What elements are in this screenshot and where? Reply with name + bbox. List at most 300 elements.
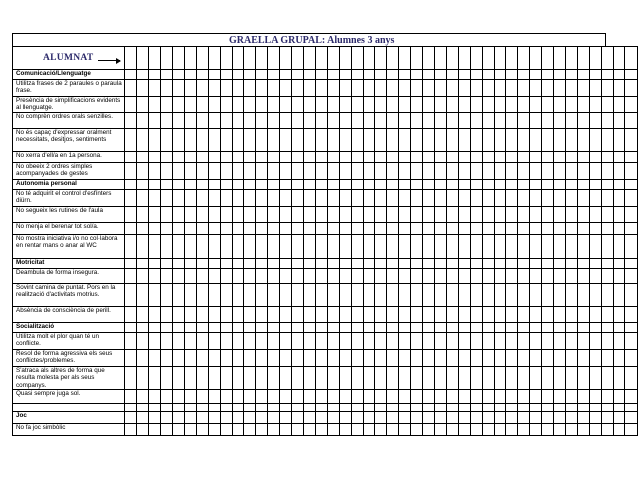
grid-cell[interactable] xyxy=(173,113,185,129)
grid-cell[interactable] xyxy=(577,323,589,333)
grid-cell[interactable] xyxy=(601,367,613,390)
grid-cell[interactable] xyxy=(458,269,470,284)
grid-cell[interactable] xyxy=(232,190,244,207)
grid-cell[interactable] xyxy=(411,163,423,180)
grid-cell[interactable] xyxy=(304,412,316,424)
grid-cell[interactable] xyxy=(256,129,268,152)
grid-cell[interactable] xyxy=(577,152,589,163)
grid-cell[interactable] xyxy=(149,412,161,424)
grid-cell[interactable] xyxy=(125,390,137,404)
grid-cell[interactable] xyxy=(530,97,542,113)
grid-cell[interactable] xyxy=(196,284,208,307)
grid-cell[interactable] xyxy=(339,284,351,307)
grid-cell[interactable] xyxy=(482,350,494,367)
grid-cell[interactable] xyxy=(125,284,137,307)
grid-cell[interactable] xyxy=(506,152,518,163)
grid-cell[interactable] xyxy=(434,97,446,113)
grid-cell[interactable] xyxy=(315,235,327,259)
grid-cell[interactable] xyxy=(137,333,149,350)
grid-cell[interactable] xyxy=(244,190,256,207)
grid-cell[interactable] xyxy=(256,190,268,207)
grid-cell[interactable] xyxy=(494,207,506,223)
grid-cell[interactable] xyxy=(125,163,137,180)
grid-cell[interactable] xyxy=(446,163,458,180)
grid-cell[interactable] xyxy=(589,180,601,190)
grid-cell[interactable] xyxy=(411,390,423,404)
grid-cell[interactable] xyxy=(458,284,470,307)
grid-cell[interactable] xyxy=(625,223,638,235)
grid-cell[interactable] xyxy=(423,180,435,190)
grid-cell[interactable] xyxy=(184,350,196,367)
grid-cell[interactable] xyxy=(387,307,399,323)
grid-cell[interactable] xyxy=(423,412,435,424)
grid-cell[interactable] xyxy=(363,190,375,207)
grid-cell[interactable] xyxy=(244,323,256,333)
grid-cell[interactable] xyxy=(125,259,137,269)
grid-cell[interactable] xyxy=(232,97,244,113)
grid-cell[interactable] xyxy=(375,367,387,390)
grid-cell[interactable] xyxy=(518,284,530,307)
student-column-header[interactable] xyxy=(315,47,327,70)
grid-cell[interactable] xyxy=(506,367,518,390)
grid-cell[interactable] xyxy=(613,235,625,259)
grid-cell[interactable] xyxy=(280,259,292,269)
grid-cell[interactable] xyxy=(518,180,530,190)
grid-cell[interactable] xyxy=(149,190,161,207)
grid-cell[interactable] xyxy=(506,333,518,350)
grid-cell[interactable] xyxy=(280,350,292,367)
grid-cell[interactable] xyxy=(530,323,542,333)
grid-cell[interactable] xyxy=(232,323,244,333)
grid-cell[interactable] xyxy=(423,80,435,97)
grid-cell[interactable] xyxy=(292,390,304,404)
grid-cell[interactable] xyxy=(446,424,458,436)
grid-cell[interactable] xyxy=(387,269,399,284)
grid-cell[interactable] xyxy=(173,269,185,284)
grid-cell[interactable] xyxy=(494,390,506,404)
grid-cell[interactable] xyxy=(149,269,161,284)
grid-cell[interactable] xyxy=(399,70,411,80)
grid-cell[interactable] xyxy=(613,223,625,235)
grid-cell[interactable] xyxy=(125,404,137,412)
grid-cell[interactable] xyxy=(149,207,161,223)
grid-cell[interactable] xyxy=(220,70,232,80)
grid-cell[interactable] xyxy=(530,207,542,223)
grid-cell[interactable] xyxy=(625,259,638,269)
grid-cell[interactable] xyxy=(232,367,244,390)
student-column-header[interactable] xyxy=(411,47,423,70)
grid-cell[interactable] xyxy=(470,113,482,129)
grid-cell[interactable] xyxy=(542,129,554,152)
grid-cell[interactable] xyxy=(434,367,446,390)
grid-cell[interactable] xyxy=(351,70,363,80)
grid-cell[interactable] xyxy=(137,190,149,207)
grid-cell[interactable] xyxy=(458,424,470,436)
grid-cell[interactable] xyxy=(327,390,339,404)
grid-cell[interactable] xyxy=(554,207,566,223)
grid-cell[interactable] xyxy=(518,390,530,404)
grid-cell[interactable] xyxy=(446,190,458,207)
student-column-header[interactable] xyxy=(280,47,292,70)
grid-cell[interactable] xyxy=(196,207,208,223)
grid-cell[interactable] xyxy=(589,424,601,436)
grid-cell[interactable] xyxy=(280,284,292,307)
grid-cell[interactable] xyxy=(565,404,577,412)
grid-cell[interactable] xyxy=(244,404,256,412)
grid-cell[interactable] xyxy=(530,113,542,129)
grid-cell[interactable] xyxy=(423,307,435,323)
grid-cell[interactable] xyxy=(577,223,589,235)
grid-cell[interactable] xyxy=(625,113,638,129)
student-column-header[interactable] xyxy=(565,47,577,70)
grid-cell[interactable] xyxy=(292,424,304,436)
grid-cell[interactable] xyxy=(554,113,566,129)
grid-cell[interactable] xyxy=(280,390,292,404)
grid-cell[interactable] xyxy=(173,129,185,152)
grid-cell[interactable] xyxy=(554,269,566,284)
grid-cell[interactable] xyxy=(292,207,304,223)
grid-cell[interactable] xyxy=(375,113,387,129)
grid-cell[interactable] xyxy=(363,70,375,80)
grid-cell[interactable] xyxy=(208,412,220,424)
grid-cell[interactable] xyxy=(423,97,435,113)
grid-cell[interactable] xyxy=(542,113,554,129)
grid-cell[interactable] xyxy=(399,350,411,367)
grid-cell[interactable] xyxy=(411,367,423,390)
grid-cell[interactable] xyxy=(482,163,494,180)
grid-cell[interactable] xyxy=(434,424,446,436)
grid-cell[interactable] xyxy=(387,80,399,97)
grid-cell[interactable] xyxy=(208,190,220,207)
grid-cell[interactable] xyxy=(196,307,208,323)
grid-cell[interactable] xyxy=(208,113,220,129)
grid-cell[interactable] xyxy=(137,223,149,235)
grid-cell[interactable] xyxy=(220,152,232,163)
grid-cell[interactable] xyxy=(208,424,220,436)
student-column-header[interactable] xyxy=(554,47,566,70)
grid-cell[interactable] xyxy=(494,412,506,424)
grid-cell[interactable] xyxy=(125,97,137,113)
grid-cell[interactable] xyxy=(423,269,435,284)
grid-cell[interactable] xyxy=(304,152,316,163)
grid-cell[interactable] xyxy=(125,350,137,367)
grid-cell[interactable] xyxy=(542,80,554,97)
grid-cell[interactable] xyxy=(458,404,470,412)
grid-cell[interactable] xyxy=(351,163,363,180)
grid-cell[interactable] xyxy=(446,223,458,235)
grid-cell[interactable] xyxy=(232,152,244,163)
grid-cell[interactable] xyxy=(542,323,554,333)
student-column-header[interactable] xyxy=(625,47,638,70)
grid-cell[interactable] xyxy=(125,70,137,80)
grid-cell[interactable] xyxy=(315,113,327,129)
grid-cell[interactable] xyxy=(304,269,316,284)
grid-cell[interactable] xyxy=(542,367,554,390)
grid-cell[interactable] xyxy=(518,333,530,350)
grid-cell[interactable] xyxy=(565,207,577,223)
grid-cell[interactable] xyxy=(387,404,399,412)
grid-cell[interactable] xyxy=(601,152,613,163)
grid-cell[interactable] xyxy=(244,367,256,390)
grid-cell[interactable] xyxy=(470,259,482,269)
grid-cell[interactable] xyxy=(399,235,411,259)
grid-cell[interactable] xyxy=(411,307,423,323)
grid-cell[interactable] xyxy=(125,113,137,129)
grid-cell[interactable] xyxy=(577,235,589,259)
grid-cell[interactable] xyxy=(161,129,173,152)
grid-cell[interactable] xyxy=(613,412,625,424)
grid-cell[interactable] xyxy=(125,424,137,436)
grid-cell[interactable] xyxy=(458,152,470,163)
grid-cell[interactable] xyxy=(173,323,185,333)
grid-cell[interactable] xyxy=(434,152,446,163)
grid-cell[interactable] xyxy=(292,333,304,350)
grid-cell[interactable] xyxy=(470,235,482,259)
grid-cell[interactable] xyxy=(530,70,542,80)
grid-cell[interactable] xyxy=(375,424,387,436)
grid-cell[interactable] xyxy=(589,333,601,350)
grid-cell[interactable] xyxy=(446,207,458,223)
grid-cell[interactable] xyxy=(494,97,506,113)
grid-cell[interactable] xyxy=(387,412,399,424)
grid-cell[interactable] xyxy=(137,323,149,333)
grid-cell[interactable] xyxy=(137,412,149,424)
grid-cell[interactable] xyxy=(470,180,482,190)
grid-cell[interactable] xyxy=(327,113,339,129)
grid-cell[interactable] xyxy=(577,367,589,390)
grid-cell[interactable] xyxy=(613,307,625,323)
grid-cell[interactable] xyxy=(149,323,161,333)
grid-cell[interactable] xyxy=(327,367,339,390)
grid-cell[interactable] xyxy=(577,207,589,223)
grid-cell[interactable] xyxy=(446,284,458,307)
grid-cell[interactable] xyxy=(613,207,625,223)
student-column-header[interactable] xyxy=(542,47,554,70)
grid-cell[interactable] xyxy=(220,412,232,424)
grid-cell[interactable] xyxy=(577,269,589,284)
grid-cell[interactable] xyxy=(434,412,446,424)
grid-cell[interactable] xyxy=(554,163,566,180)
grid-cell[interactable] xyxy=(434,269,446,284)
grid-cell[interactable] xyxy=(565,424,577,436)
grid-cell[interactable] xyxy=(327,350,339,367)
grid-cell[interactable] xyxy=(268,113,280,129)
grid-cell[interactable] xyxy=(601,129,613,152)
grid-cell[interactable] xyxy=(458,207,470,223)
grid-cell[interactable] xyxy=(137,180,149,190)
grid-cell[interactable] xyxy=(256,235,268,259)
grid-cell[interactable] xyxy=(161,190,173,207)
grid-cell[interactable] xyxy=(506,424,518,436)
student-column-header[interactable] xyxy=(506,47,518,70)
student-column-header[interactable] xyxy=(494,47,506,70)
grid-cell[interactable] xyxy=(280,269,292,284)
grid-cell[interactable] xyxy=(232,163,244,180)
grid-cell[interactable] xyxy=(339,163,351,180)
student-column-header[interactable] xyxy=(173,47,185,70)
grid-cell[interactable] xyxy=(208,129,220,152)
grid-cell[interactable] xyxy=(149,390,161,404)
grid-cell[interactable] xyxy=(542,333,554,350)
grid-cell[interactable] xyxy=(411,180,423,190)
grid-cell[interactable] xyxy=(506,223,518,235)
student-column-header[interactable] xyxy=(184,47,196,70)
grid-cell[interactable] xyxy=(470,152,482,163)
grid-cell[interactable] xyxy=(506,235,518,259)
grid-cell[interactable] xyxy=(125,152,137,163)
grid-cell[interactable] xyxy=(577,404,589,412)
grid-cell[interactable] xyxy=(399,129,411,152)
grid-cell[interactable] xyxy=(589,80,601,97)
grid-cell[interactable] xyxy=(399,80,411,97)
grid-cell[interactable] xyxy=(411,259,423,269)
grid-cell[interactable] xyxy=(268,404,280,412)
grid-cell[interactable] xyxy=(339,367,351,390)
grid-cell[interactable] xyxy=(268,259,280,269)
grid-cell[interactable] xyxy=(125,269,137,284)
grid-cell[interactable] xyxy=(125,412,137,424)
grid-cell[interactable] xyxy=(506,207,518,223)
grid-cell[interactable] xyxy=(625,390,638,404)
grid-cell[interactable] xyxy=(304,223,316,235)
grid-cell[interactable] xyxy=(184,259,196,269)
grid-cell[interactable] xyxy=(494,190,506,207)
grid-cell[interactable] xyxy=(280,223,292,235)
grid-cell[interactable] xyxy=(327,152,339,163)
grid-cell[interactable] xyxy=(494,129,506,152)
grid-cell[interactable] xyxy=(423,207,435,223)
grid-cell[interactable] xyxy=(387,190,399,207)
grid-cell[interactable] xyxy=(327,163,339,180)
grid-cell[interactable] xyxy=(256,207,268,223)
grid-cell[interactable] xyxy=(149,284,161,307)
grid-cell[interactable] xyxy=(565,333,577,350)
grid-cell[interactable] xyxy=(292,350,304,367)
grid-cell[interactable] xyxy=(458,80,470,97)
grid-cell[interactable] xyxy=(196,129,208,152)
grid-cell[interactable] xyxy=(196,412,208,424)
grid-cell[interactable] xyxy=(268,412,280,424)
grid-cell[interactable] xyxy=(518,412,530,424)
grid-cell[interactable] xyxy=(208,350,220,367)
grid-cell[interactable] xyxy=(137,129,149,152)
grid-cell[interactable] xyxy=(613,390,625,404)
grid-cell[interactable] xyxy=(399,333,411,350)
grid-cell[interactable] xyxy=(351,424,363,436)
grid-cell[interactable] xyxy=(173,180,185,190)
grid-cell[interactable] xyxy=(399,152,411,163)
grid-cell[interactable] xyxy=(387,235,399,259)
grid-cell[interactable] xyxy=(208,390,220,404)
grid-cell[interactable] xyxy=(256,163,268,180)
grid-cell[interactable] xyxy=(482,152,494,163)
grid-cell[interactable] xyxy=(184,404,196,412)
grid-cell[interactable] xyxy=(196,367,208,390)
grid-cell[interactable] xyxy=(423,129,435,152)
grid-cell[interactable] xyxy=(351,235,363,259)
grid-cell[interactable] xyxy=(232,70,244,80)
grid-cell[interactable] xyxy=(244,284,256,307)
grid-cell[interactable] xyxy=(470,190,482,207)
grid-cell[interactable] xyxy=(375,97,387,113)
grid-cell[interactable] xyxy=(494,163,506,180)
grid-cell[interactable] xyxy=(244,333,256,350)
grid-cell[interactable] xyxy=(375,190,387,207)
grid-cell[interactable] xyxy=(363,323,375,333)
grid-cell[interactable] xyxy=(196,390,208,404)
grid-cell[interactable] xyxy=(268,80,280,97)
grid-cell[interactable] xyxy=(161,235,173,259)
grid-cell[interactable] xyxy=(184,412,196,424)
student-column-header[interactable] xyxy=(244,47,256,70)
grid-cell[interactable] xyxy=(446,307,458,323)
grid-cell[interactable] xyxy=(149,235,161,259)
grid-cell[interactable] xyxy=(220,235,232,259)
grid-cell[interactable] xyxy=(482,97,494,113)
grid-cell[interactable] xyxy=(196,223,208,235)
grid-cell[interactable] xyxy=(482,412,494,424)
grid-cell[interactable] xyxy=(327,307,339,323)
grid-cell[interactable] xyxy=(315,70,327,80)
grid-cell[interactable] xyxy=(125,307,137,323)
grid-cell[interactable] xyxy=(506,390,518,404)
grid-cell[interactable] xyxy=(292,404,304,412)
grid-cell[interactable] xyxy=(387,350,399,367)
grid-cell[interactable] xyxy=(363,235,375,259)
grid-cell[interactable] xyxy=(173,152,185,163)
grid-cell[interactable] xyxy=(423,113,435,129)
grid-cell[interactable] xyxy=(363,113,375,129)
grid-cell[interactable] xyxy=(565,350,577,367)
grid-cell[interactable] xyxy=(470,412,482,424)
grid-cell[interactable] xyxy=(482,424,494,436)
grid-cell[interactable] xyxy=(601,259,613,269)
grid-cell[interactable] xyxy=(589,350,601,367)
grid-cell[interactable] xyxy=(565,180,577,190)
grid-cell[interactable] xyxy=(577,333,589,350)
grid-cell[interactable] xyxy=(577,129,589,152)
grid-cell[interactable] xyxy=(577,97,589,113)
grid-cell[interactable] xyxy=(565,129,577,152)
grid-cell[interactable] xyxy=(208,235,220,259)
grid-cell[interactable] xyxy=(542,235,554,259)
grid-cell[interactable] xyxy=(256,259,268,269)
grid-cell[interactable] xyxy=(375,350,387,367)
grid-cell[interactable] xyxy=(387,424,399,436)
student-column-header[interactable] xyxy=(351,47,363,70)
grid-cell[interactable] xyxy=(625,323,638,333)
grid-cell[interactable] xyxy=(589,113,601,129)
grid-cell[interactable] xyxy=(351,97,363,113)
grid-cell[interactable] xyxy=(434,350,446,367)
grid-cell[interactable] xyxy=(506,97,518,113)
grid-cell[interactable] xyxy=(339,333,351,350)
grid-cell[interactable] xyxy=(173,190,185,207)
grid-cell[interactable] xyxy=(458,70,470,80)
grid-cell[interactable] xyxy=(494,235,506,259)
grid-cell[interactable] xyxy=(565,152,577,163)
grid-cell[interactable] xyxy=(292,412,304,424)
grid-cell[interactable] xyxy=(256,80,268,97)
grid-cell[interactable] xyxy=(125,223,137,235)
grid-cell[interactable] xyxy=(304,350,316,367)
grid-cell[interactable] xyxy=(184,129,196,152)
student-column-header[interactable] xyxy=(149,47,161,70)
grid-cell[interactable] xyxy=(184,333,196,350)
grid-cell[interactable] xyxy=(256,113,268,129)
grid-cell[interactable] xyxy=(351,113,363,129)
grid-cell[interactable] xyxy=(232,350,244,367)
